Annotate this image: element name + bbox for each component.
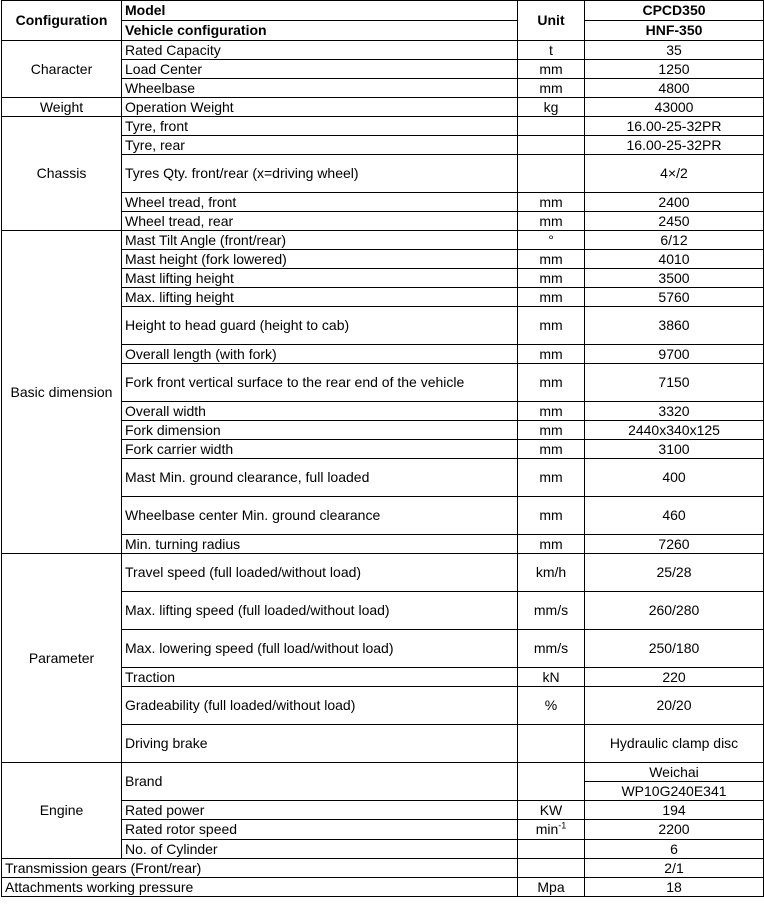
row-value: 194 — [585, 801, 764, 820]
row-item: No. of Cylinder — [122, 840, 518, 859]
row-unit — [518, 820, 585, 840]
row-item: Wheelbase — [122, 79, 518, 98]
row-unit: kg — [518, 98, 585, 117]
header-unit: Unit — [518, 1, 585, 41]
row-item: Operation Weight — [122, 98, 518, 117]
row-unit: km/h — [518, 554, 585, 592]
row-value: 4010 — [585, 250, 764, 269]
row-item: Overall length (with fork) — [122, 345, 518, 364]
row-unit — [518, 117, 585, 136]
row-unit: mm — [518, 288, 585, 307]
row-unit: mm — [518, 269, 585, 288]
row-unit: mm — [518, 193, 585, 212]
row-unit: mm/s — [518, 592, 585, 630]
header-configuration: Configuration — [2, 1, 122, 41]
row-item: Load Center — [122, 60, 518, 79]
row-unit: % — [518, 687, 585, 725]
row-item: Fork front vertical surface to the rear end of the vehicle — [122, 364, 518, 402]
row-value: 16.00-25-32PR — [585, 117, 764, 136]
group-character: Character — [2, 41, 122, 98]
row-value: 16.00-25-32PR — [585, 136, 764, 155]
group-engine: Engine — [2, 763, 122, 859]
row-item: Max. lifting height — [122, 288, 518, 307]
row-value: 2200 — [585, 820, 764, 840]
row-item: Traction — [122, 668, 518, 687]
row-value: Weichai — [585, 763, 764, 782]
row-item: Max. lowering speed (full load/without load) — [122, 630, 518, 668]
row-item: Min. turning radius — [122, 535, 518, 554]
row-item: Mast Tilt Angle (front/rear) — [122, 231, 518, 250]
row-value: 250/180 — [585, 630, 764, 668]
unit-base: min — [535, 821, 559, 837]
group-basic-dimension: Basic dimension — [2, 231, 122, 554]
row-value: 2400 — [585, 193, 764, 212]
row-unit: mm — [518, 212, 585, 231]
header-config-value: HNF-350 — [585, 21, 764, 41]
row-value: 25/28 — [585, 554, 764, 592]
row-unit: mm — [518, 402, 585, 421]
row-item: Mast lifting height — [122, 269, 518, 288]
row-unit: ° — [518, 231, 585, 250]
row-unit — [518, 136, 585, 155]
row-unit: mm — [518, 307, 585, 345]
row-value: 3100 — [585, 440, 764, 459]
row-value: 4×/2 — [585, 155, 764, 193]
row-unit: mm — [518, 535, 585, 554]
row-unit — [518, 859, 585, 878]
unit-exponent: -1 — [558, 820, 567, 831]
row-item: Overall width — [122, 402, 518, 421]
row-item: Rated rotor speed — [122, 820, 518, 840]
row-value: 18 — [585, 878, 764, 897]
row-item: Max. lifting speed (full loaded/without load) — [122, 592, 518, 630]
header-model-value: CPCD350 — [585, 1, 764, 21]
group-chassis: Chassis — [2, 117, 122, 231]
row-value: 2440x340x125 — [585, 421, 764, 440]
row-value: 4800 — [585, 79, 764, 98]
row-value: WP10G240E341 — [585, 782, 764, 801]
row-item: Fork carrier width — [122, 440, 518, 459]
row-item: Driving brake — [122, 725, 518, 763]
row-unit — [518, 763, 585, 801]
row-unit — [518, 155, 585, 193]
spec-table — [1, 0, 764, 897]
row-value: 3320 — [585, 402, 764, 421]
row-unit: mm — [518, 79, 585, 98]
group-parameter: Parameter — [2, 554, 122, 763]
header-model: Model — [122, 1, 518, 21]
row-item: Brand — [122, 763, 518, 801]
header-vehicle-configuration: Vehicle configuration — [122, 21, 518, 41]
row-item: Wheelbase center Min. ground clearance — [122, 497, 518, 535]
row-item-attachments: Attachments working pressure — [2, 878, 518, 897]
row-unit: mm — [518, 60, 585, 79]
row-item: Gradeability (full loaded/without load) — [122, 687, 518, 725]
group-weight: Weight — [2, 98, 122, 117]
row-value: 6/12 — [585, 231, 764, 250]
row-value: 1250 — [585, 60, 764, 79]
row-value: 5760 — [585, 288, 764, 307]
row-value: Hydraulic clamp disc — [585, 725, 764, 763]
row-item: Fork dimension — [122, 421, 518, 440]
row-value: 3500 — [585, 269, 764, 288]
row-value: 2/1 — [585, 859, 764, 878]
row-value: 6 — [585, 840, 764, 859]
row-item: Tyre, rear — [122, 136, 518, 155]
row-item: Rated power — [122, 801, 518, 820]
row-item: Tyres Qty. front/rear (x=driving wheel) — [122, 155, 518, 193]
row-item: Rated Capacity — [122, 41, 518, 60]
row-item: Wheel tread, front — [122, 193, 518, 212]
row-unit: mm — [518, 440, 585, 459]
row-item: Travel speed (full loaded/without load) — [122, 554, 518, 592]
row-value: 3860 — [585, 307, 764, 345]
row-item: Height to head guard (height to cab) — [122, 307, 518, 345]
row-value: 35 — [585, 41, 764, 60]
row-unit — [518, 840, 585, 859]
row-item: Tyre, front — [122, 117, 518, 136]
row-unit: mm/s — [518, 630, 585, 668]
row-unit: mm — [518, 459, 585, 497]
row-unit: mm — [518, 497, 585, 535]
row-value: 260/280 — [585, 592, 764, 630]
row-item: Wheel tread, rear — [122, 212, 518, 231]
row-unit: t — [518, 41, 585, 60]
row-item-transmission: Transmission gears (Front/rear) — [2, 859, 518, 878]
row-value: 460 — [585, 497, 764, 535]
row-value: 43000 — [585, 98, 764, 117]
row-item: Mast Min. ground clearance, full loaded — [122, 459, 518, 497]
row-value: 400 — [585, 459, 764, 497]
row-item: Mast height (fork lowered) — [122, 250, 518, 269]
row-unit: mm — [518, 421, 585, 440]
row-unit: mm — [518, 250, 585, 269]
row-value: 20/20 — [585, 687, 764, 725]
row-value: 7260 — [585, 535, 764, 554]
row-unit: kN — [518, 668, 585, 687]
row-unit: KW — [518, 801, 585, 820]
row-unit: mm — [518, 345, 585, 364]
row-unit — [518, 725, 585, 763]
row-value: 2450 — [585, 212, 764, 231]
row-value: 220 — [585, 668, 764, 687]
row-value: 7150 — [585, 364, 764, 402]
row-unit: Mpa — [518, 878, 585, 897]
row-value: 9700 — [585, 345, 764, 364]
row-unit: mm — [518, 364, 585, 402]
